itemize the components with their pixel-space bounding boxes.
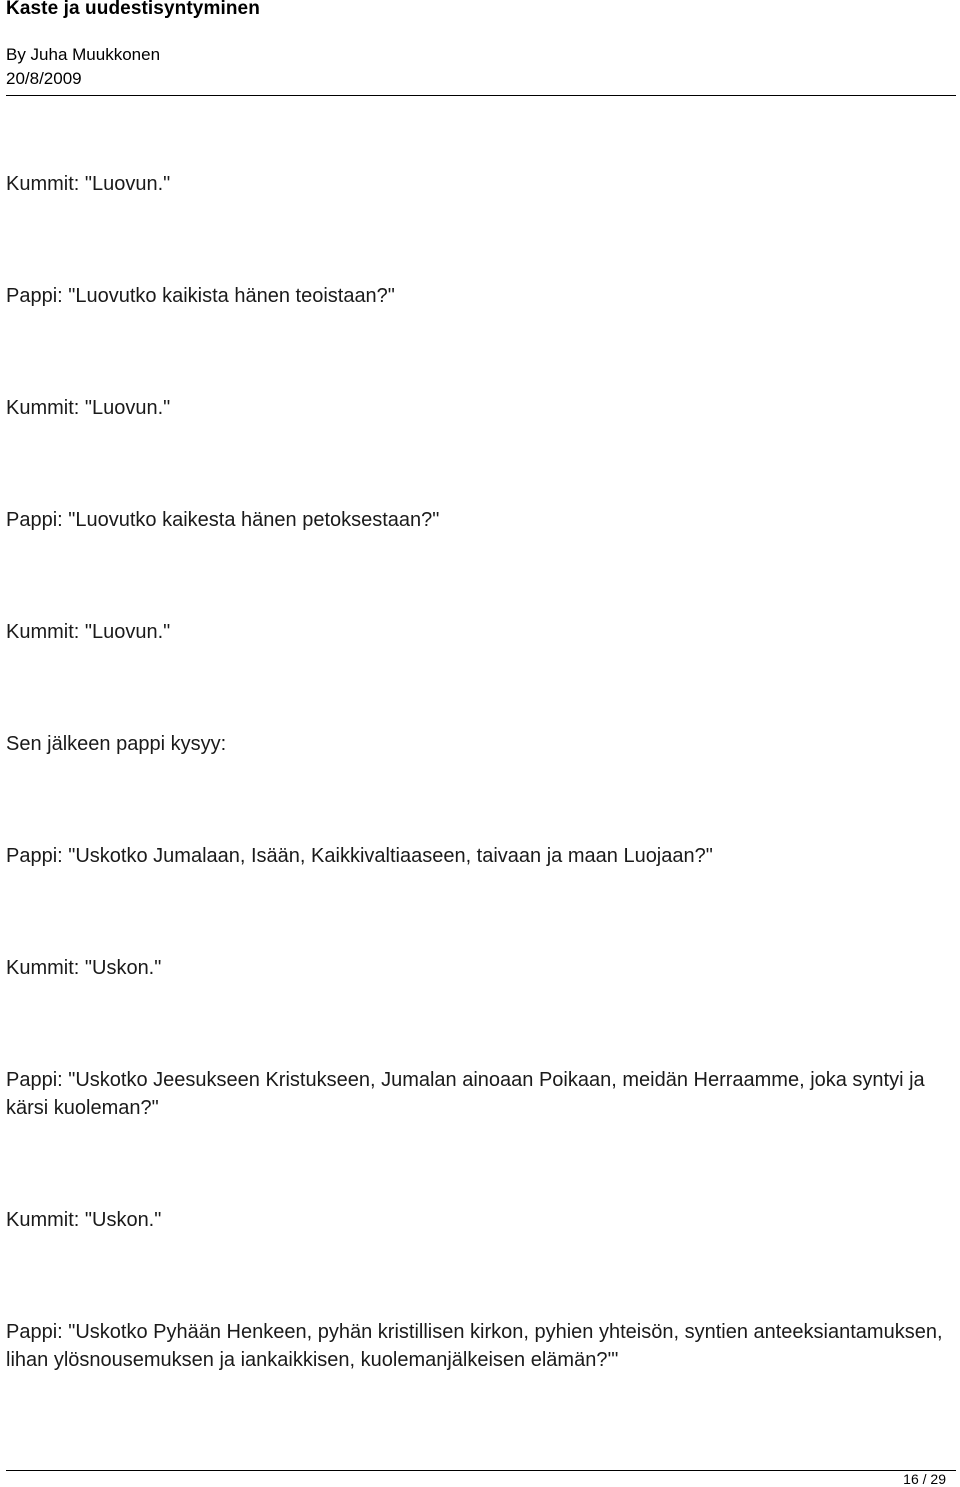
- paragraph-3: Kummit: "Luovun.": [6, 397, 171, 419]
- document-title: Kaste ja uudestisyntyminen: [6, 0, 260, 19]
- paragraph-10: Kummit: "Uskon.": [6, 1209, 162, 1231]
- paragraph-8: Kummit: "Uskon.": [6, 957, 162, 979]
- paragraph-11: Pappi: "Uskotko Pyhään Henkeen, pyhän kristillisen kirkon, pyhien yhteisön, syntien anteeksiantamuksen, lihan ylösnousemuksen ja iankaikkisen, kuolemanjälkeisen elämän?'": [6, 1321, 943, 1371]
- paragraph-2: Pappi: "Luovutko kaikista hänen teoistaan?": [6, 285, 395, 307]
- document-author: By Juha Muukkonen: [6, 45, 161, 64]
- paragraph-5: Kummit: "Luovun.": [6, 621, 171, 643]
- document-date: 20/8/2009: [6, 69, 82, 88]
- paragraph-4: Pappi: "Luovutko kaikesta hänen petoksestaan?": [6, 509, 440, 531]
- paragraph-7: Pappi: "Uskotko Jumalaan, Isään, Kaikkivaltiaaseen, taivaan ja maan Luojaan?": [6, 845, 713, 867]
- paragraph-6: Sen jälkeen pappi kysyy:: [6, 733, 227, 755]
- paragraph-1: Kummit: "Luovun.": [6, 173, 171, 195]
- page-number: 16 / 29: [903, 1471, 946, 1487]
- header-divider: [6, 95, 956, 96]
- footer-divider: [6, 1470, 956, 1471]
- paragraph-9: Pappi: "Uskotko Jeesukseen Kristukseen, Jumalan ainoaan Poikaan, meidän Herraamme, joka syntyi ja kärsi kuoleman?": [6, 1069, 925, 1119]
